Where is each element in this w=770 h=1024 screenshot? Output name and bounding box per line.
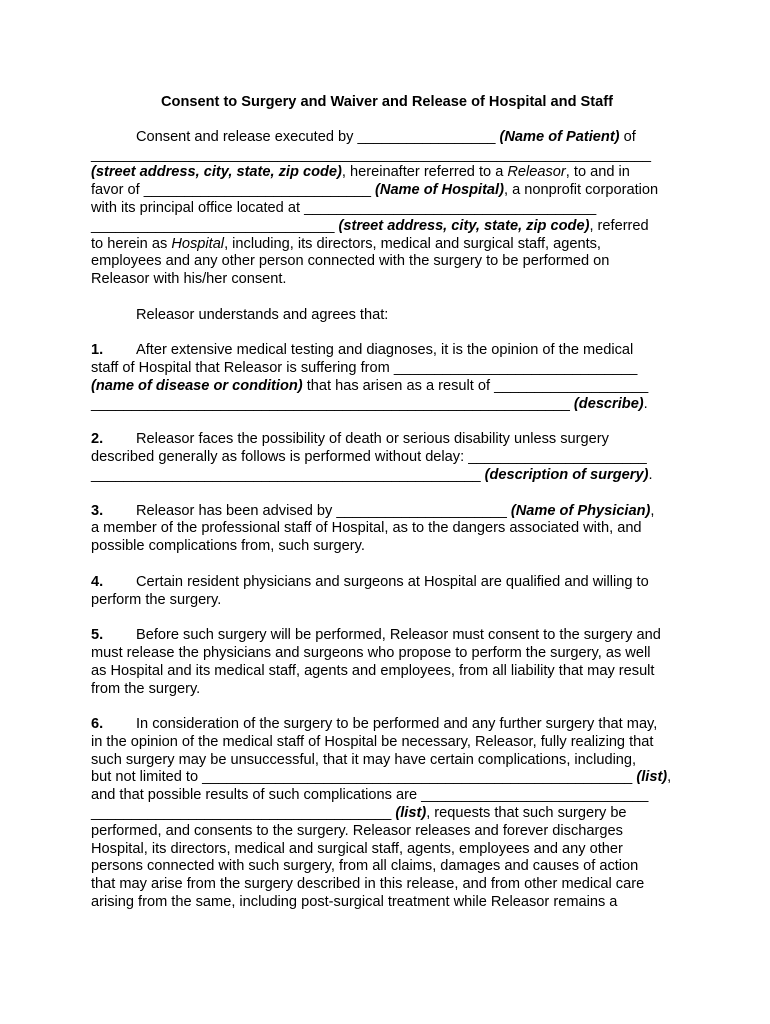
document-title: Consent to Surgery and Waiver and Release of Hospital and Staff	[161, 94, 613, 110]
intro-paragraph	[91, 129, 683, 289]
intro-line-4: favor of ____________________________ (Name of Hospital), a nonprofit corporation	[91, 182, 659, 199]
clause-1: 1. After extensive medical testing and diagnoses, it is the opinion of the medical staff of Hospital that Releasor is suffering from ______________________________ (name of disease or condition) that has arisen as a result of ___________________ ___________________________________________________________ (describe).	[91, 342, 649, 412]
name-of-patient-label: (Name of Patient)	[499, 128, 620, 145]
clause-number: 1.	[91, 342, 104, 359]
clause-4: 4. Certain resident physicians and surgeons at Hospital are qualified and willing to perform the surgery.	[91, 573, 649, 608]
clause-number: 3.	[91, 502, 104, 519]
clause-number: 2.	[91, 431, 104, 448]
hospital-address-label: (street address, city, state, zip code)	[338, 217, 590, 234]
intro-line-8: employees and any other person connected with the surgery to be performed on	[91, 253, 610, 270]
name-of-physician-label: (Name of Physician)	[510, 502, 651, 519]
clause-number: 4.	[91, 573, 104, 590]
description-of-surgery-label: (description of surgery)	[484, 466, 649, 483]
intro-line-5: with its principal office located at ____________________________________	[91, 199, 597, 216]
intro-line-2: _____________________________________________________________________	[91, 146, 652, 163]
name-of-hospital-label: (Name of Hospital)	[375, 182, 504, 199]
clause-3: 3. Releasor has been advised by _____________________ (Name of Physician), a member of the professional staff of Hospital, as to the dangers associated with, and possible complications from, such surgery.	[91, 502, 655, 555]
complications-list-label: (list)	[636, 769, 668, 786]
clause-number: 6.	[91, 716, 104, 733]
intro-line-3: (street address, city, state, zip code), hereinafter referred to a Releasor, to and in	[91, 164, 630, 181]
results-list-label: (list)	[395, 805, 427, 822]
intro-line-1: Consent and release executed by _________________ (Name of Patient) of	[136, 128, 636, 145]
clause-5: 5. Before such surgery will be performed, Releasor must consent to the surgery and must release the physicians and surgeons who propose to perform the surgery, as well as Hospital and its medical staff, agents and employees, from all liability that may result from the surgery.	[91, 627, 661, 697]
clause-2: 2. Releasor faces the possibility of death or serious disability unless surgery described generally as follows is performed without delay: ______________________ ________________________________________________ (description of surgery).	[91, 431, 653, 483]
document-page	[91, 90, 683, 912]
intro-line-6: ______________________________ (street address, city, state, zip code), referred	[91, 217, 649, 234]
disease-condition-label: (name of disease or condition)	[91, 377, 303, 394]
clause-6: 6. In consideration of the surgery to be performed and any further surgery that may, in the opinion of the medical staff of Hospital be necessary, Releasor, fully realizing that such surgery may be unsuccessful, that it may have certain complications, including, but not limited to _____________________________________________________ (list), and that possible results of such complications are ____________________________ _____________________________________ (list), requests that such surgery be performed, and consents to the surgery. Releasor releases and forever discharges Hospital, its directors, medical and surgical staff, agents, employees and any other persons connected with such surgery, from all claims, damages and causes of action that may arise from the surgery described in this release, and from other medical care arising from the same, including post-surgical treatment while Releasor remains a	[91, 716, 672, 911]
describe-label: (describe)	[573, 395, 644, 412]
intro-line-9: Releasor with his/her consent.	[91, 271, 287, 288]
intro-line-7: to herein as Hospital, including, its directors, medical and surgical staff, agents,	[91, 235, 601, 252]
clause-number: 5.	[91, 627, 104, 644]
understands-line: Releasor understands and agrees that:	[136, 306, 389, 323]
patient-address-label: (street address, city, state, zip code)	[91, 164, 342, 181]
